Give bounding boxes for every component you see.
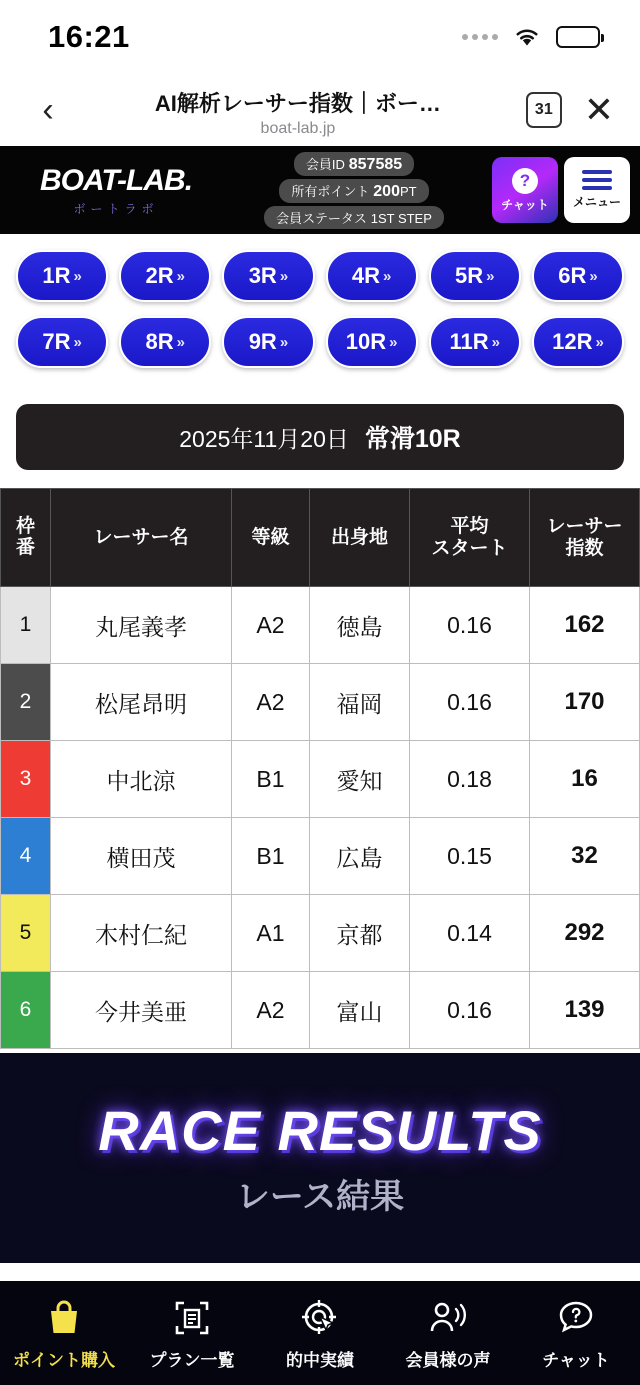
chevron-right-icon: » <box>382 267 392 285</box>
cell-origin: 広島 <box>310 818 410 895</box>
cell-grade: B1 <box>232 741 310 818</box>
bottom-navigation <box>0 1281 640 1385</box>
race-button-label: 4R <box>351 263 380 288</box>
race-button-label: 2R <box>145 263 174 288</box>
cell-racer-name: 丸尾義孝 <box>51 587 232 664</box>
race-button-label: 10R <box>345 329 387 354</box>
race-button-10r[interactable] <box>326 316 418 368</box>
member-points-chip <box>279 179 428 203</box>
browser-toolbar <box>0 74 640 146</box>
cell-average-start: 0.16 <box>410 587 530 664</box>
cell-racer-index: 32 <box>530 818 640 895</box>
nav-item-member-voices[interactable] <box>384 1296 512 1371</box>
cell-origin: 福岡 <box>310 664 410 741</box>
signal-dots-icon <box>462 34 498 40</box>
member-status-label: 会員ステータス <box>276 210 367 226</box>
megaphone-person-icon <box>428 1296 468 1340</box>
header-racer-name: レーサー名 <box>51 489 232 587</box>
battery-icon <box>556 26 600 48</box>
race-button-8r[interactable] <box>119 316 211 368</box>
chevron-right-icon: » <box>279 333 289 351</box>
member-points-label: 所有ポイント <box>291 183 370 199</box>
nav-label: ポイント購入 <box>13 1350 115 1370</box>
cell-racer-name: 今井美亜 <box>51 972 232 1049</box>
logo-subtext: ボートラボ <box>73 201 159 216</box>
document-scan-icon <box>173 1296 211 1340</box>
cell-racer-name: 木村仁紀 <box>51 895 232 972</box>
header-average-start: 平均 スタート <box>410 489 530 587</box>
chevron-right-icon: » <box>279 267 289 285</box>
chevron-right-icon: » <box>176 267 185 285</box>
cell-origin: 京都 <box>310 895 410 972</box>
racer-table <box>0 488 640 1049</box>
cell-racer-index: 16 <box>530 741 640 818</box>
chevron-right-icon: » <box>491 333 501 351</box>
chevron-right-icon: » <box>73 333 82 351</box>
nav-label: チャット <box>542 1350 610 1370</box>
chevron-right-icon: » <box>589 267 598 285</box>
member-status-chip <box>264 206 444 229</box>
header-origin: 出身地 <box>310 489 410 587</box>
page-title: AI解析レーサー指数｜ボー… <box>154 90 441 116</box>
race-results-title: RACE RESULTS <box>98 1099 542 1162</box>
race-date-banner <box>16 404 624 470</box>
race-date: 2025年11月20日 <box>179 425 349 452</box>
target-cursor-icon <box>300 1296 340 1340</box>
race-button-label: 1R <box>42 263 71 288</box>
chat-button[interactable] <box>492 157 558 223</box>
close-button[interactable]: ✕ <box>583 89 614 130</box>
back-button[interactable]: ‹ <box>42 91 54 129</box>
member-id-value: 857585 <box>348 155 403 173</box>
cell-lane: 4 <box>1 818 51 895</box>
chevron-right-icon: » <box>176 333 185 351</box>
table-header-row <box>1 489 640 587</box>
cell-average-start: 0.16 <box>410 972 530 1049</box>
member-info <box>264 152 444 229</box>
chevron-right-icon: » <box>73 267 82 285</box>
table-row <box>1 972 640 1049</box>
race-selector <box>0 234 640 392</box>
cell-lane: 2 <box>1 664 51 741</box>
cell-racer-index: 292 <box>530 895 640 972</box>
race-button-label: 6R <box>558 263 587 288</box>
address-display[interactable] <box>70 83 526 138</box>
cell-racer-name: 松尾昂明 <box>51 664 232 741</box>
nav-item-point-purchase[interactable] <box>0 1296 128 1371</box>
chevron-right-icon: » <box>389 333 398 351</box>
race-button-12r[interactable] <box>532 316 624 368</box>
race-button-6r[interactable] <box>532 250 624 302</box>
question-mark-icon: ? <box>512 168 538 194</box>
logo-text: BOAT-LAB. <box>39 163 193 197</box>
cell-racer-index: 139 <box>530 972 640 1049</box>
race-button-label: 9R <box>248 329 277 354</box>
chat-question-icon <box>557 1296 595 1340</box>
nav-label: プラン一覧 <box>149 1350 235 1370</box>
cell-grade: A2 <box>232 972 310 1049</box>
header-racer-index: レーサー 指数 <box>530 489 640 587</box>
cell-grade: A2 <box>232 664 310 741</box>
race-button-label: 3R <box>248 263 277 288</box>
cell-racer-name: 横田茂 <box>51 818 232 895</box>
nav-item-hit-results[interactable] <box>256 1296 384 1371</box>
cell-origin: 愛知 <box>310 741 410 818</box>
race-button-5r[interactable] <box>429 250 521 302</box>
cell-racer-index: 162 <box>530 587 640 664</box>
race-results-subtitle: レース結果 <box>235 1178 405 1216</box>
race-results-banner[interactable] <box>0 1053 640 1263</box>
member-id-label: 会員ID <box>305 156 345 172</box>
race-button-2r[interactable] <box>119 250 211 302</box>
member-points-unit: PT <box>399 183 417 199</box>
cell-average-start: 0.18 <box>410 741 530 818</box>
hamburger-icon <box>582 170 612 190</box>
race-row-2 <box>16 316 624 368</box>
race-button-1r[interactable] <box>16 250 108 302</box>
member-points-value: 200 <box>373 182 400 200</box>
cell-lane: 1 <box>1 587 51 664</box>
table-row <box>1 818 640 895</box>
menu-button-label: メニュー <box>572 195 621 209</box>
race-button-3r[interactable] <box>222 250 314 302</box>
cell-racer-name: 中北涼 <box>51 741 232 818</box>
race-button-label: 5R <box>455 263 484 288</box>
site-header <box>0 146 640 234</box>
header-lane: 枠 番 <box>1 489 51 587</box>
cell-racer-index: 170 <box>530 664 640 741</box>
cell-origin: 徳島 <box>310 587 410 664</box>
chat-button-label: チャット <box>501 197 549 212</box>
wifi-icon <box>512 26 542 48</box>
member-status-value: 1ST STEP <box>370 210 432 226</box>
cell-lane: 3 <box>1 741 51 818</box>
nav-label: 的中実績 <box>286 1350 354 1370</box>
race-button-4r[interactable] <box>326 250 418 302</box>
race-button-label: 12R <box>552 329 593 354</box>
table-row <box>1 741 640 818</box>
cell-average-start: 0.15 <box>410 818 530 895</box>
table-row <box>1 587 640 664</box>
nav-label: 会員様の声 <box>405 1350 491 1370</box>
member-id-chip <box>294 152 414 176</box>
cell-lane: 6 <box>1 972 51 1049</box>
site-logo[interactable] <box>16 164 216 217</box>
race-venue-number: 常滑10R <box>364 425 461 453</box>
tabs-count-button[interactable]: 31 <box>526 92 562 128</box>
status-bar <box>0 0 640 74</box>
cell-grade: B1 <box>232 818 310 895</box>
status-time: 16:21 <box>48 19 130 54</box>
nav-item-chat[interactable] <box>512 1296 640 1371</box>
shopping-bag-icon <box>45 1296 83 1340</box>
race-button-9r[interactable] <box>222 316 314 368</box>
table-row <box>1 895 640 972</box>
header-grade: 等級 <box>232 489 310 587</box>
status-icons <box>462 26 600 48</box>
cell-average-start: 0.14 <box>410 895 530 972</box>
race-button-11r[interactable] <box>429 316 521 368</box>
header-buttons <box>492 157 630 223</box>
race-row-1 <box>16 250 624 302</box>
cell-origin: 富山 <box>310 972 410 1049</box>
cell-grade: A2 <box>232 587 310 664</box>
table-row <box>1 664 640 741</box>
race-button-label: 11R <box>449 329 489 354</box>
race-button-label: 7R <box>42 329 71 354</box>
race-button-7r[interactable] <box>16 316 108 368</box>
chevron-right-icon: » <box>486 267 495 285</box>
cell-average-start: 0.16 <box>410 664 530 741</box>
cell-lane: 5 <box>1 895 51 972</box>
chevron-right-icon: » <box>595 333 604 351</box>
cell-grade: A1 <box>232 895 310 972</box>
nav-item-plan-list[interactable] <box>128 1296 256 1371</box>
menu-button[interactable] <box>564 157 630 223</box>
page-url: boat-lab.jp <box>260 119 336 137</box>
race-button-label: 8R <box>145 329 174 354</box>
